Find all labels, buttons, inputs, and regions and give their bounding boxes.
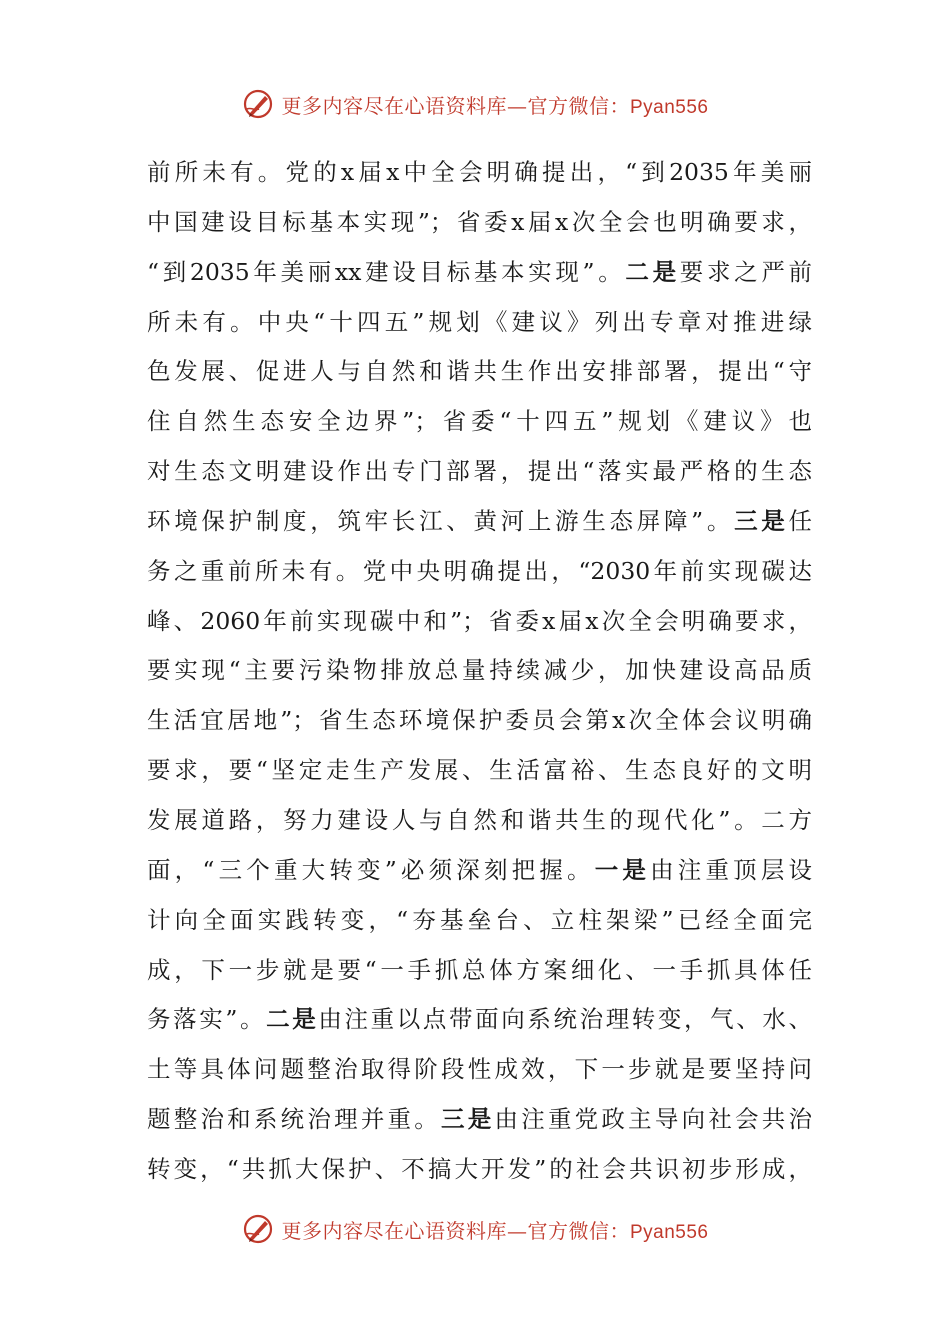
document-body bbox=[147, 148, 812, 1195]
text-line bbox=[147, 148, 812, 198]
text-line bbox=[147, 946, 812, 996]
text-line bbox=[147, 995, 812, 1045]
text-segment: 中国建设目标基本实现”；省委x届x次全会也明确要求， bbox=[147, 207, 812, 236]
text-segment: 成，下一步就是要“一手抓总体方案细化、一手抓具体任 bbox=[147, 955, 812, 984]
text-line bbox=[147, 1045, 812, 1095]
text-segment: 面，“三个重大转变”必须深刻把握。 bbox=[147, 855, 595, 884]
text-segment: 务落实”。 bbox=[147, 1005, 267, 1034]
text-line bbox=[147, 796, 812, 846]
text-segment: 生活宜居地”；省生态环境保护委员会第x次全体会议明确 bbox=[147, 706, 812, 735]
header-banner bbox=[0, 84, 950, 124]
text-segment: 要实现“主要污染物排放总量持续减少，加快建设高品质 bbox=[147, 656, 812, 685]
text-segment: “到2035年美丽xx建设目标基本实现”。 bbox=[147, 257, 626, 286]
bold-marker: 二是 bbox=[625, 257, 680, 286]
pen-logo-icon bbox=[241, 87, 275, 121]
text-line bbox=[147, 646, 812, 696]
text-line bbox=[147, 696, 812, 746]
text-line bbox=[147, 198, 812, 248]
text-line bbox=[147, 447, 812, 497]
text-segment: 土等具体问题整治取得阶段性成效，下一步就是要坚持问 bbox=[147, 1055, 812, 1084]
text-segment: 色发展、促进人与自然和谐共生作出安排部署，提出“守 bbox=[147, 357, 812, 386]
text-segment: 要求，要“坚定走生产发展、生活富裕、生态良好的文明 bbox=[147, 756, 812, 785]
text-line bbox=[147, 347, 812, 397]
text-line bbox=[147, 896, 812, 946]
text-line bbox=[147, 1095, 812, 1145]
text-segment: 题整治和系统治理并重。 bbox=[147, 1105, 442, 1134]
text-segment: 计向全面实践转变，“夯基垒台、立柱架梁”已经全面完 bbox=[147, 905, 812, 934]
text-segment: 住自然生态安全边界”；省委“十四五”规划《建议》也 bbox=[147, 407, 812, 436]
text-line bbox=[147, 846, 812, 896]
text-segment: 所未有。中央“十四五”规划《建议》列出专章对推进绿 bbox=[147, 307, 812, 336]
bold-marker: 三是 bbox=[441, 1105, 495, 1134]
bold-marker: 一是 bbox=[594, 855, 651, 884]
banner-text: 更多内容尽在心语资料库—官方微信： bbox=[281, 93, 630, 118]
text-segment: 任 bbox=[788, 506, 812, 535]
pen-logo-icon bbox=[241, 1212, 275, 1246]
text-line bbox=[147, 597, 812, 647]
text-line bbox=[147, 248, 812, 298]
text-line bbox=[147, 746, 812, 796]
text-segment: 环境保护制度，筑牢长江、黄河上游生态屏障”。 bbox=[147, 506, 735, 535]
text-segment: 发展道路，努力建设人与自然和谐共生的现代化”。二方 bbox=[147, 805, 812, 834]
text-segment: 要求之严前 bbox=[679, 257, 812, 286]
text-segment: 前所未有。党的x届x中全会明确提出，“到2035年美丽 bbox=[147, 158, 812, 186]
wechat-id: Pyan556 bbox=[629, 96, 709, 118]
text-segment: 由注重党政主导向社会共治 bbox=[494, 1105, 812, 1134]
text-line bbox=[147, 298, 812, 348]
text-segment: 务之重前所未有。党中央明确提出，“2030年前实现碳达 bbox=[147, 556, 812, 585]
bold-marker: 二是 bbox=[266, 1005, 319, 1034]
bold-marker: 三是 bbox=[734, 506, 789, 535]
text-line bbox=[147, 397, 812, 447]
text-line bbox=[147, 1145, 812, 1195]
text-segment: 峰、2060年前实现碳中和”；省委x届x次全会明确要求， bbox=[147, 606, 812, 635]
wechat-id: Pyan556 bbox=[629, 1221, 709, 1243]
text-line bbox=[147, 497, 812, 547]
text-segment: 对生态文明建设作出专门部署，提出“落实最严格的生态 bbox=[147, 457, 812, 486]
text-line bbox=[147, 547, 812, 597]
text-segment: 由注重以点带面向系统治理转变，气、水、 bbox=[318, 1005, 812, 1034]
text-segment: 转变，“共抓大保护、不搞大开发”的社会共识初步形成， bbox=[147, 1154, 812, 1183]
text-segment: 由注重顶层设 bbox=[650, 855, 812, 884]
footer-banner bbox=[0, 1209, 950, 1249]
banner-text: 更多内容尽在心语资料库—官方微信： bbox=[281, 1218, 630, 1243]
